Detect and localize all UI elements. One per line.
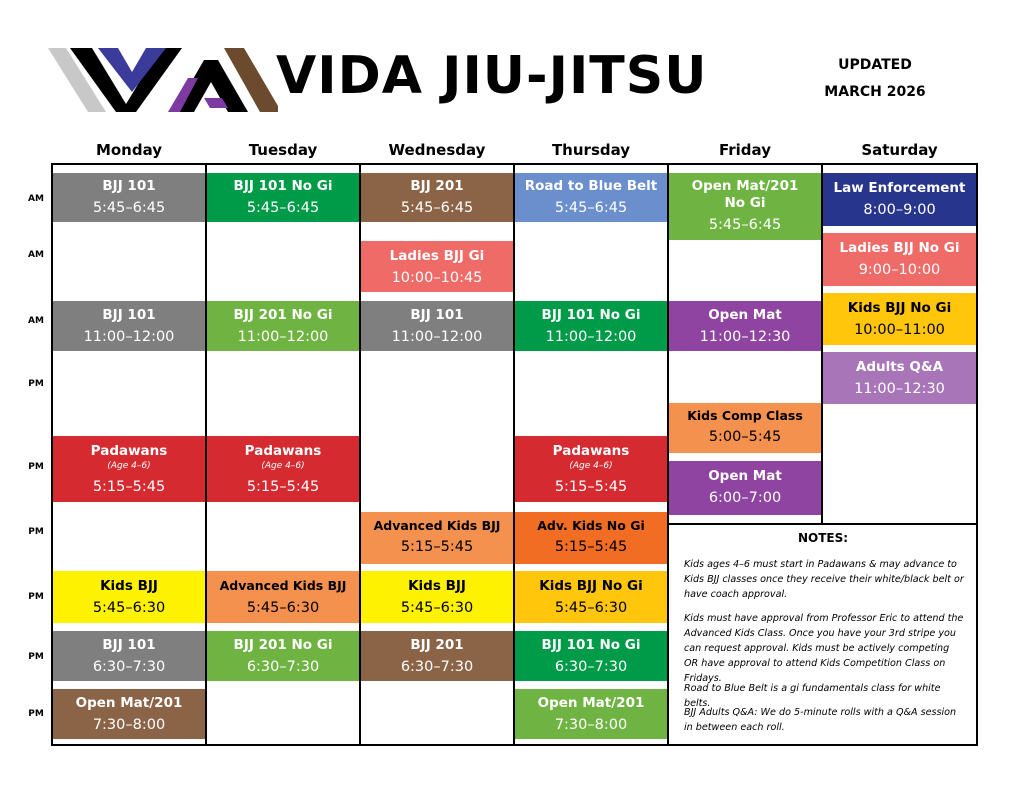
note-paragraph: BJJ Adults Q&A: We do 5-minute rolls with a Q&A session in between each roll. bbox=[684, 707, 957, 733]
class-block[interactable] bbox=[823, 352, 976, 404]
class-time: 11:00–12:30 bbox=[699, 329, 791, 345]
class-title: Open Mat/201 bbox=[75, 695, 183, 711]
class-title: BJJ 101 bbox=[102, 637, 156, 653]
day-header-saturday: Saturday bbox=[861, 141, 938, 159]
class-title: BJJ 101 bbox=[102, 307, 156, 323]
class-time: 6:30–7:30 bbox=[400, 659, 474, 675]
class-block[interactable] bbox=[515, 631, 667, 681]
class-time: 5:45–6:45 bbox=[400, 200, 474, 216]
class-title: BJJ 201 bbox=[410, 637, 464, 653]
updated-line-1: UPDATED bbox=[838, 57, 912, 73]
class-block[interactable] bbox=[515, 301, 667, 351]
class-time: 7:30–8:00 bbox=[554, 717, 628, 733]
day-header-friday: Friday bbox=[718, 141, 771, 159]
class-block[interactable] bbox=[207, 301, 359, 351]
class-time: 9:00–10:00 bbox=[858, 262, 941, 278]
class-block[interactable] bbox=[515, 436, 667, 502]
class-title: Advanced Kids BJJ bbox=[373, 518, 501, 533]
note-paragraph: Road to Blue Belt is a gi fundamentals class for white belts. bbox=[684, 683, 941, 709]
class-block[interactable] bbox=[361, 173, 513, 222]
updated-label bbox=[805, 52, 945, 106]
class-title: Advanced Kids BJJ bbox=[219, 578, 347, 593]
class-title-line-2: No Gi bbox=[724, 195, 766, 211]
class-title: Kids BJJ No Gi bbox=[847, 300, 952, 316]
class-block[interactable] bbox=[361, 512, 513, 564]
class-block[interactable] bbox=[515, 512, 667, 564]
time-label: PM bbox=[28, 652, 44, 662]
class-block[interactable] bbox=[53, 436, 205, 502]
class-title: Ladies BJJ No Gi bbox=[839, 240, 960, 256]
class-title: BJJ 201 No Gi bbox=[233, 637, 333, 653]
class-time: 5:15–5:45 bbox=[92, 479, 166, 495]
class-time: 5:45–6:45 bbox=[708, 217, 782, 233]
class-title: Adv. Kids No Gi bbox=[537, 518, 645, 533]
class-title: Padawans bbox=[90, 443, 168, 459]
class-block[interactable] bbox=[823, 173, 976, 226]
brand-title: VIDA JIU-JITSU bbox=[276, 46, 708, 106]
time-label: PM bbox=[28, 709, 44, 719]
class-block[interactable] bbox=[515, 571, 667, 623]
class-time: 11:00–12:30 bbox=[854, 381, 945, 397]
vida-logo bbox=[48, 46, 278, 114]
class-block[interactable] bbox=[823, 233, 976, 286]
class-subtitle: (Age 4–6) bbox=[569, 461, 613, 471]
class-time: 5:45–6:30 bbox=[92, 600, 166, 616]
class-title: Kids Comp Class bbox=[687, 408, 803, 423]
class-block[interactable] bbox=[669, 403, 821, 453]
class-block[interactable] bbox=[53, 301, 205, 351]
class-title: Kids BJJ bbox=[100, 578, 158, 594]
time-label: AM bbox=[28, 194, 44, 204]
class-time: 5:45–6:45 bbox=[246, 200, 320, 216]
time-label: PM bbox=[28, 527, 44, 537]
class-time: 10:00–11:00 bbox=[854, 322, 945, 338]
class-time: 5:15–5:45 bbox=[246, 479, 320, 495]
class-block[interactable] bbox=[53, 571, 205, 623]
class-block[interactable] bbox=[53, 173, 205, 222]
note-paragraph: Kids must have approval from Professor Eric to attend the Advanced Kids Class. Once you have your 3rd stripe you can request approval. Kids must be actively competing OR have approval to attend Kids Competition Class on Fridays. bbox=[684, 613, 964, 684]
class-title: Open Mat/201 bbox=[537, 695, 645, 711]
time-label: AM bbox=[28, 250, 44, 260]
class-time: 5:15–5:45 bbox=[554, 479, 628, 495]
class-time: 8:00–9:00 bbox=[863, 202, 936, 218]
class-block[interactable] bbox=[515, 689, 667, 739]
class-subtitle: (Age 4–6) bbox=[261, 461, 305, 471]
class-title: BJJ 101 No Gi bbox=[541, 637, 641, 653]
class-block[interactable] bbox=[53, 631, 205, 681]
class-time: 6:30–7:30 bbox=[246, 659, 320, 675]
class-time: 6:30–7:30 bbox=[554, 659, 628, 675]
class-title: Open Mat bbox=[708, 468, 782, 484]
class-title: Kids BJJ bbox=[408, 578, 466, 594]
class-time: 5:45–6:30 bbox=[400, 600, 474, 616]
class-time: 6:00–7:00 bbox=[708, 490, 782, 506]
class-time: 7:30–8:00 bbox=[92, 717, 166, 733]
class-time: 5:15–5:45 bbox=[554, 539, 628, 555]
updated-line-2: MARCH 2026 bbox=[824, 84, 926, 100]
class-block[interactable] bbox=[361, 571, 513, 623]
time-label: PM bbox=[28, 462, 44, 472]
class-time: 5:45–6:30 bbox=[246, 600, 320, 616]
class-time: 5:45–6:45 bbox=[554, 200, 628, 216]
class-block[interactable] bbox=[207, 436, 359, 502]
class-block[interactable] bbox=[361, 631, 513, 681]
class-title: Kids BJJ No Gi bbox=[539, 578, 643, 594]
class-time: 5:15–5:45 bbox=[400, 539, 474, 555]
class-time: 10:00–10:45 bbox=[391, 270, 483, 286]
time-label: PM bbox=[28, 592, 44, 602]
class-title: BJJ 201 No Gi bbox=[233, 307, 333, 323]
class-title: BJJ 101 bbox=[410, 307, 464, 323]
class-time: 11:00–12:00 bbox=[391, 329, 483, 345]
class-time: 6:30–7:30 bbox=[92, 659, 166, 675]
class-block[interactable] bbox=[361, 301, 513, 351]
class-block[interactable] bbox=[207, 173, 359, 222]
class-title: Padawans bbox=[244, 443, 322, 459]
time-label: PM bbox=[28, 379, 44, 389]
class-block[interactable] bbox=[515, 173, 667, 222]
class-title: Road to Blue Belt bbox=[524, 178, 658, 194]
class-block[interactable] bbox=[361, 241, 513, 292]
class-time: 5:45–6:45 bbox=[92, 200, 166, 216]
class-time: 11:00–12:00 bbox=[237, 329, 329, 345]
day-header-wednesday: Wednesday bbox=[388, 141, 486, 159]
notes-heading: NOTES: bbox=[797, 531, 849, 545]
day-header-tuesday: Tuesday bbox=[248, 141, 318, 159]
class-title: Open Mat bbox=[708, 307, 782, 323]
grid-top-border bbox=[52, 163, 978, 165]
class-title: BJJ 101 No Gi bbox=[541, 307, 641, 323]
class-block[interactable] bbox=[823, 293, 976, 345]
class-time: 11:00–12:00 bbox=[83, 329, 175, 345]
class-block[interactable] bbox=[207, 571, 359, 623]
day-header-thursday: Thursday bbox=[551, 141, 631, 159]
class-title: Ladies BJJ Gi bbox=[389, 248, 485, 264]
notes-panel bbox=[669, 525, 977, 745]
class-time: 5:45–6:30 bbox=[554, 600, 628, 616]
class-block[interactable] bbox=[53, 689, 205, 739]
note-paragraph: Kids ages 4–6 must start in Padawans & may advance to Kids BJJ classes once they receive their white/black belt or have coach approval. bbox=[684, 559, 964, 600]
class-title: Adults Q&A bbox=[855, 359, 944, 375]
class-block[interactable] bbox=[669, 461, 821, 515]
class-block[interactable] bbox=[669, 301, 821, 351]
class-title: BJJ 101 bbox=[102, 178, 156, 194]
class-title: BJJ 101 No Gi bbox=[233, 178, 333, 194]
class-time: 5:00–5:45 bbox=[708, 429, 782, 445]
class-subtitle: (Age 4–6) bbox=[107, 461, 151, 471]
class-title: Open Mat/201 bbox=[691, 178, 799, 194]
day-header-monday: Monday bbox=[95, 141, 163, 159]
class-title: BJJ 201 bbox=[410, 178, 464, 194]
class-title: Law Enforcement bbox=[833, 180, 966, 196]
class-block[interactable] bbox=[669, 173, 821, 240]
class-block[interactable] bbox=[207, 631, 359, 681]
class-title: Padawans bbox=[552, 443, 630, 459]
time-label: AM bbox=[28, 316, 44, 326]
class-time: 11:00–12:00 bbox=[545, 329, 637, 345]
